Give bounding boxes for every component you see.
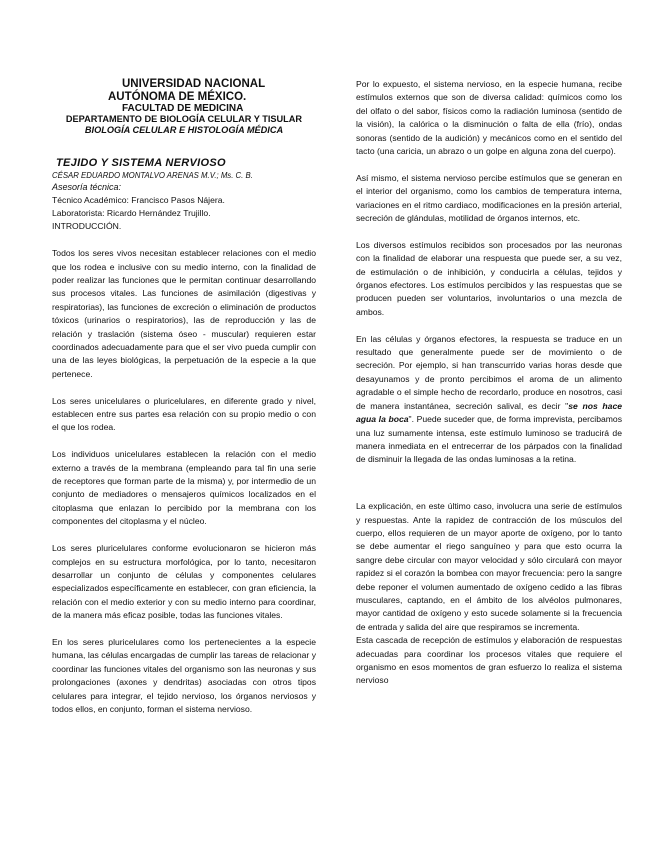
right-paragraph-2: Así mismo, el sistema nervioso percibe estímulos que se generan en el interior del organismo, como los cambios de temperatura interna, variaciones en el ritmo cardiaco, modificaciones en la presión arterial, secreción de glándulas, motilidad de órganos internos, etc. <box>356 172 622 224</box>
right-paragraph-4-end: ". Puede suceder que, de forma imprevista, percibamos una luz sumamente intensa, este estímulo luminoso se traducirá de manera inmediata en el entrecerrar de los párpados con la finalidad de disminuir la llegada de las ondas luminosas a la retina. <box>356 414 623 465</box>
department-name: DEPARTAMENTO DE BIOLOGÍA CELULAR Y TISULAR <box>65 114 303 124</box>
right-column <box>356 78 622 688</box>
left-paragraph-5: En los seres pluricelulares como los pertenecientes a la especie humana, las células encargadas de cumplir las tareas de relacionar y coordinar las funciones vitales del organismo son las neuronas y sus prolongaciones (axones y dendritas) asociadas con otros tipos celulares para integrar, el tejido nervioso, los órganos nerviosos y todos ellos, en conjunto, forman el sistema nervioso. <box>52 636 316 714</box>
left-paragraph-1: Todos los seres vivos necesitan establecer relaciones con el medio que los rodea e inclusive con su medio interno, con la finalidad de poder realizar las funciones que le permitan continuar desarrollando sus procesos vitales. Las funciones de asimilación (digestivas y respiratorias), las funciones de excreción o eliminación de productos tóxicos (urinarios o respiratorios), las de reproducción y las de relación y traslación (sistema óseo - muscular) requieren estar coordinados adecuadamente para que el ser vivo pueda cumplir con una de las leyes biológicas, la perpetuación de la especie a la que pertenece. <box>52 248 316 379</box>
university-name: UNIVERSIDAD NACIONAL <box>122 78 266 90</box>
laboratorista-line: Laboratorista: Ricardo Hernández Trujillo. <box>52 208 211 218</box>
tecnico-line: Técnico Académico: Francisco Pasos Nájera. <box>52 194 225 205</box>
left-paragraph-4: Los seres pluricelulares conforme evolucionaron se hicieron más complejos en su estructura morfológica, por lo tanto, necesitaron desarrollar un conjunto de células y componentes celulares especializados específicamente en establecer, con gran eficiencia, la relación con el medio exterior y con su medio interno para coordinar, de la manera más eficaz posible, todas las funciones vitales. <box>52 543 316 621</box>
course-name: BIOLOGÍA CELULAR E HISTOLOGÍA MÉDICA <box>84 124 284 135</box>
right-paragraph-4 <box>356 333 622 467</box>
faculty-name: FACULTAD DE MEDICINA <box>122 103 244 114</box>
quoted-expression: se nos hace agua la boca <box>356 400 622 425</box>
authors-line: CÉSAR EDUARDO MONTALVO ARENAS M.V.; Ms. C. B. <box>52 170 253 180</box>
left-paragraph-3: Los individuos unicelulares establecen la relación con el medio externo a través de la membrana (empleando para tal fin una serie de receptores que forman parte de la misma) y, por intermedio de un conjunto de mediadores o mensajeros químicos localizados en el citoplasma que enlazan lo percibido por la membrana con los componentes del citoplasma y el núcleo. <box>52 449 316 527</box>
university-name-line2: AUTÓNOMA DE MÉXICO. <box>108 90 247 103</box>
document-title: TEJIDO Y SISTEMA NERVIOSO <box>56 156 226 169</box>
asesoria-label: Asesoría técnica: <box>52 181 122 192</box>
right-paragraph-5: La explicación, en este último caso, involucra una serie de estímulos y respuestas. Ante la rapidez de contracción de los músculos del cuerpo, ellos requieren de un mayor aporte de oxígeno, por lo tanto se debe aumentar el riego sanguíneo y para que esto ocurra la sangre debe circular con mayor velocidad y sólo circulará con mayor rapidez si el corazón la bombea con mayor frecuencia: pero la sangre debe reponer el volumen aumentado de oxígeno cedido a las fibras musculares, captando, en el ámbito de los alvéolos pulmonares, mayor cantidad de oxígeno y esto sucede solamente si la frecuencia de entrada y salida del aire que respiramos se incrementa. <box>356 501 622 632</box>
intro-heading: INTRODUCCIÓN. <box>52 221 122 232</box>
right-paragraph-6: Esta cascada de recepción de estímulos y elaboración de respuestas adecuadas para coordinar los procesos vitales que requiere el organismo en esos momentos de gran esfuerzo lo realiza el sistema nervioso <box>356 635 622 686</box>
left-paragraph-2: Los seres unicelulares o pluricelulares, en diferente grado y nivel, establecen entre sus partes esa relación con su propio medio o con el que los rodea. <box>52 395 316 433</box>
left-column <box>52 78 316 716</box>
right-paragraph-3: Los diversos estímulos recibidos son procesados por las neuronas con la finalidad de elaborar una respuesta que puede ser, a su vez, de estimulación o de inhibición, y conducirla a células, tejidos y órganos efectores. Los estímulos percibidos y las respuestas que se producen pueden ser voluntarios, involuntarios o una mezcla de ambos. <box>356 239 622 317</box>
right-paragraph-4-start: En las células y órganos efectores, la respuesta se traduce en un resultado que generalmente puede ser de movimiento o de secreción. Por ejemplo, si han transcurrido varias horas desde que desayunamos y de pronto percibimos el aroma de un alimento agradable o el simple hecho de recordarlo, produce en nosotros, casi de manera instantánea, secreción salival, es decir " <box>356 333 622 411</box>
right-paragraph-1: Por lo expuesto, el sistema nervioso, en la especie humana, recibe estímulos externos que son de diversa calidad: químicos como los del olfato o del sabor, físicos como la radiación luminosa (sentido de la visión), la calórica o la disminución o falta de ella (frío), ondas sonoras (sentido de la audición) y mecánicos como en el sentido del tacto (una caricia, un abrazo o un golpe en alguna zona del cuerpo). <box>356 79 622 157</box>
